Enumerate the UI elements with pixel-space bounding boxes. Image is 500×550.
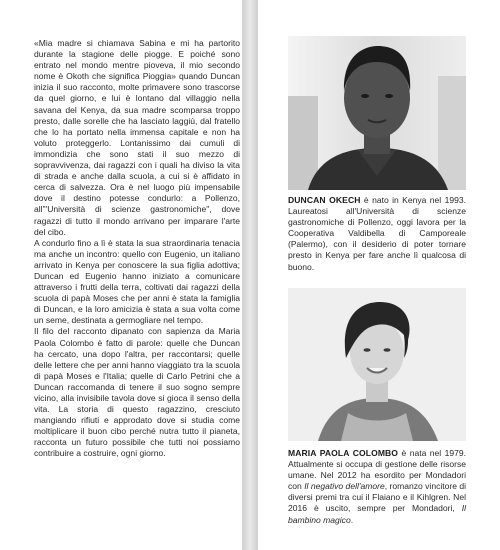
synopsis-paragraph: «Mia madre si chiamava Sabina e mi ha partorito durante la stagione delle piogge. E poiché sono entrato nel mondo mentre pioveva, il mio secondo nome è Okoth che significa Pioggia» quando Duncan inizia il suo racconto, molte primavere sono trascorse da quel giorno, e lui è lontano dal villaggio nella savana del Kenya, da sua madre scomparsa troppo presto, dalle sorelle che ha lasciato laggiù, dal fratello che lo ha portato nella immensa capitale e non ha voluto proteggerlo. Lontanissimo dai cumuli di immondizia che sono stati il suo mezzo di sopravvivenza, dai ragazzi con i quali ha diviso la vita di strada e anche dalla scuola, a cui si è affidato in cerca di salvezza. Ora è nel luogo più impensabile dove il destino potesse condurlo: a Pollenzo, all'"Università di scienze gastronomiche", dove ragazzi di tutto il mondo arrivano per imparare l'arte del cibo. xyxy=(34,38,240,237)
synopsis-paragraph: A condurlo fino a lì è stata la sua straordinaria tenacia ma anche un incontro: quello con Eugenio, un italiano arrivato in Kenya per conoscere la sua figlia adottiva; Duncan ed Eugenio hanno iniziato a comunicare attraverso i frutti della terra, coltivati dai ragazzi della scuola di papà Moses che per anni è stata la famiglia di Duncan, e la loro amicizia è stata a sua volta come un seme, destinata a germogliare nel tempo. xyxy=(34,237,240,326)
author-bio-text: . xyxy=(350,514,354,525)
book-title: Il negativo dell'amore xyxy=(304,481,385,492)
left-page xyxy=(0,0,242,550)
author-bio-text: , romanzo vincitore di diversi premi tra cui il Flaiano e il Kihlgren. Nel 2016 è uscito, sempre per Mondadori, xyxy=(288,481,467,514)
author-name-duncan: DUNCAN OKECH xyxy=(288,195,361,205)
book-gutter xyxy=(242,0,258,550)
author-bio-colombo xyxy=(288,448,466,526)
right-page xyxy=(258,0,500,550)
author-bio-text: è nata nel 1979. Attualmente si occupa di gestione delle risorse umane. Nel 2012 ha esordito per Mondadori con xyxy=(288,448,466,492)
synopsis-text xyxy=(34,38,240,460)
author-bio-duncan xyxy=(288,195,466,273)
author-name-colombo: MARIA PAOLA COLOMBO xyxy=(288,448,399,458)
author-photo-colombo xyxy=(288,288,466,441)
book-title: Il bambino magico xyxy=(288,503,466,525)
author-bio-text: è nato in Kenya nel 1993. Laureatosi all'Università di scienze gastronomiche di Pollenzo, oggi lavora per la Cooperativa Valdibella di Camporeale (Palermo), con il desiderio di poter tornare presto in Kenya per fare anche lì qualcosa di buono. xyxy=(288,195,466,272)
synopsis-paragraph: Il filo del racconto dipanato con sapienza da Maria Paola Colombo è fatto di parole: quelle che Duncan ha cercato, una dopo l'altra, per raccontarsi; quelle delle lettere che per anni hanno viaggiato tra la scuola di papà Moses e l'Italia; quelle di Carlo Petrini che a Duncan raccomanda di tenere il suo sogno sempre vicino, alla invisibile tavola dove si gioca il senso della vita. La storia di questo ragazzino, cresciuto mangiando rifiuti e approdato dove si studia come moltiplicare il buon cibo perché nutra tutto il pianeta, racconta un futuro possibile che tutti noi possiamo contribuire a costruire, ogni giorno. xyxy=(34,326,240,459)
author-photo-duncan xyxy=(288,36,466,190)
